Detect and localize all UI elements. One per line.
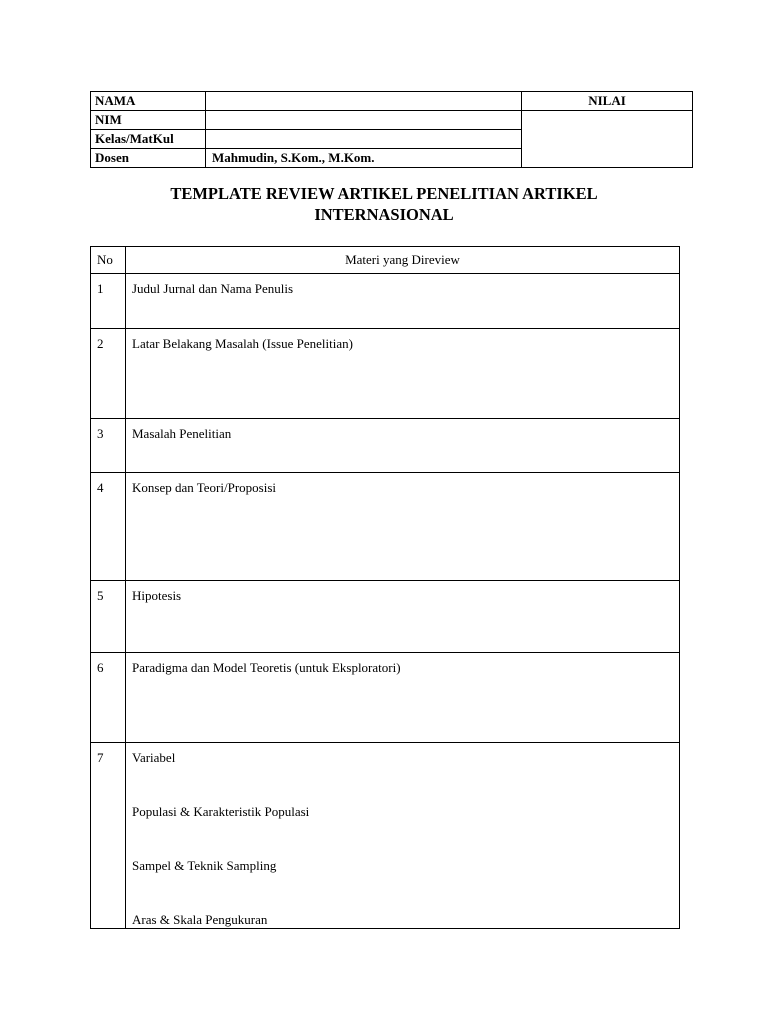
- document-title-line-2: INTERNASIONAL: [314, 205, 454, 224]
- nim-label: NIM: [91, 111, 206, 130]
- row-number: 5: [91, 581, 126, 653]
- header-no: No: [91, 247, 126, 274]
- review-item[interactable]: Hipotesis: [126, 581, 680, 653]
- lecturer-value: Mahmudin, S.Kom., M.Kom.: [206, 149, 522, 168]
- row-number: 2: [91, 329, 126, 419]
- review-item-group[interactable]: [126, 743, 680, 929]
- review-row-5: [91, 581, 680, 653]
- row-number: 3: [91, 419, 126, 473]
- review-row-1: [91, 274, 680, 329]
- review-row-4: [91, 473, 680, 581]
- row-number: 7: [91, 743, 126, 929]
- score-label: NILAI: [522, 92, 693, 111]
- row-number: 4: [91, 473, 126, 581]
- document-title-line-1: TEMPLATE REVIEW ARTIKEL PENELITIAN ARTIKEL: [170, 184, 598, 203]
- header-item: Materi yang Direview: [126, 247, 680, 274]
- review-item[interactable]: Judul Jurnal dan Nama Penulis: [126, 274, 680, 329]
- name-label: NAMA: [91, 92, 206, 111]
- identity-table: [90, 91, 693, 168]
- review-header-row: [91, 247, 680, 274]
- document-title: [0, 183, 768, 225]
- review-subitem: Aras & Skala Pengukuran: [132, 912, 268, 927]
- review-subitem: Sampel & Teknik Sampling: [132, 858, 277, 873]
- review-item[interactable]: Latar Belakang Masalah (Issue Penelitian): [126, 329, 680, 419]
- review-table: [90, 246, 680, 929]
- review-item[interactable]: Paradigma dan Model Teoretis (untuk Eksploratori): [126, 653, 680, 743]
- review-row-2: [91, 329, 680, 419]
- identity-row-nim: [91, 111, 693, 130]
- lecturer-label: Dosen: [91, 149, 206, 168]
- review-subitem: Variabel: [132, 750, 176, 765]
- review-item[interactable]: Masalah Penelitian: [126, 419, 680, 473]
- review-row-7: [91, 743, 680, 929]
- class-label: Kelas/MatKul: [91, 130, 206, 149]
- review-subitem: Populasi & Karakteristik Populasi: [132, 804, 310, 819]
- row-number: 1: [91, 274, 126, 329]
- review-row-3: [91, 419, 680, 473]
- review-row-6: [91, 653, 680, 743]
- review-item[interactable]: Konsep dan Teori/Proposisi: [126, 473, 680, 581]
- name-value[interactable]: [206, 92, 522, 111]
- row-number: 6: [91, 653, 126, 743]
- identity-row-name: [91, 92, 693, 111]
- nim-value[interactable]: [206, 111, 522, 130]
- class-value[interactable]: [206, 130, 522, 149]
- score-value[interactable]: [522, 111, 693, 168]
